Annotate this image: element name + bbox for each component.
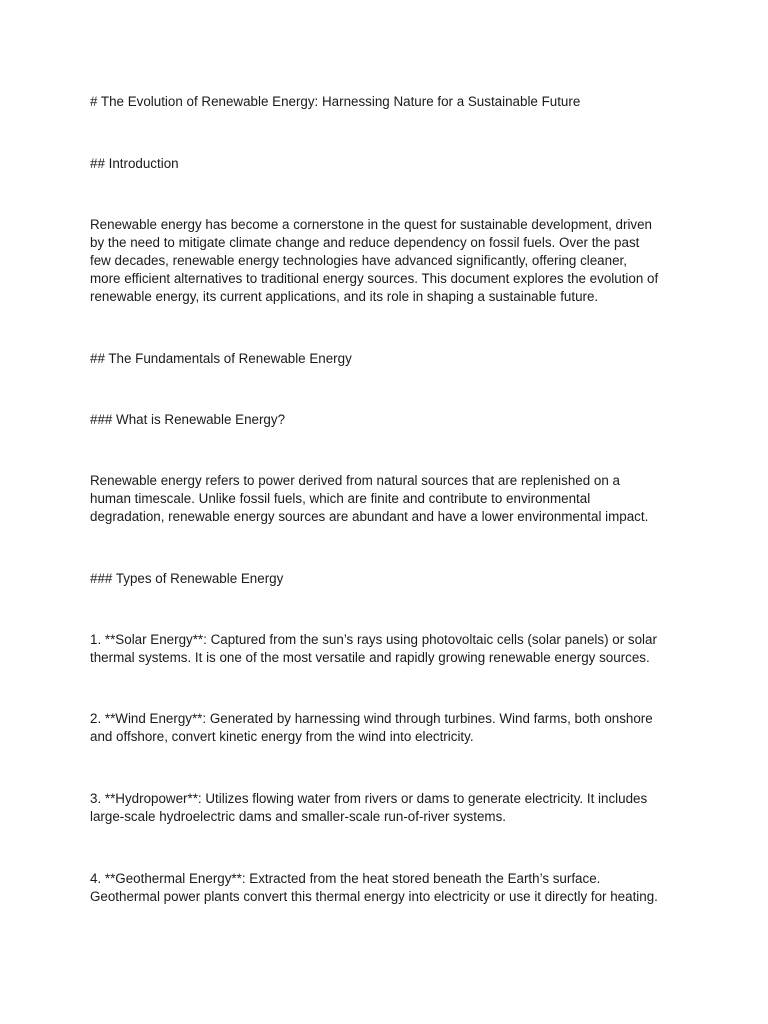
text-line: large-scale hydroelectric dams and smaller-scale run-of-river systems. [90, 809, 506, 824]
text-line: 3. **Hydropower**: Utilizes flowing water from rivers or dams to generate electricity. It includes [90, 791, 648, 806]
text-line: thermal systems. It is one of the most versatile and rapidly growing renewable energy sources. [90, 650, 650, 665]
list-item-geothermal [90, 870, 690, 906]
text-line: renewable energy, its current applications, and its role in shaping a sustainable future. [90, 289, 599, 304]
intro-heading [90, 155, 690, 173]
text-line: # The Evolution of Renewable Energy: Harnessing Nature for a Sustainable Future [90, 94, 581, 109]
what-paragraph [90, 472, 690, 526]
list-item-wind [90, 710, 690, 746]
text-line: 4. **Geothermal Energy**: Extracted from the heat stored beneath the Earth’s surface. [90, 871, 601, 886]
list-item-hydropower [90, 790, 690, 826]
list-item-solar [90, 631, 690, 667]
what-heading [90, 411, 690, 429]
text-line: degradation, renewable energy sources are abundant and have a lower environmental impact. [90, 509, 649, 524]
intro-paragraph [90, 216, 690, 306]
text-line: ### Types of Renewable Energy [90, 571, 284, 586]
text-line: few decades, renewable energy technologies have advanced significantly, offering cleaner, [90, 253, 627, 268]
text-line: 1. **Solar Energy**: Captured from the sun’s rays using photovoltaic cells (solar panels) or solar [90, 632, 657, 647]
text-line: 2. **Wind Energy**: Generated by harnessing wind through turbines. Wind farms, both onshore [90, 711, 653, 726]
types-heading [90, 570, 690, 588]
text-line: ## The Fundamentals of Renewable Energy [90, 351, 352, 366]
text-line: by the need to mitigate climate change and reduce dependency on fossil fuels. Over the past [90, 235, 640, 250]
text-line: more efficient alternatives to traditional energy sources. This document explores the evolution of [90, 271, 659, 286]
document-title [90, 93, 690, 111]
text-line: Geothermal power plants convert this thermal energy into electricity or use it directly for heating. [90, 889, 658, 904]
text-line: and offshore, convert kinetic energy from the wind into electricity. [90, 729, 474, 744]
text-line: human timescale. Unlike fossil fuels, which are finite and contribute to environmental [90, 491, 591, 506]
text-line: ## Introduction [90, 156, 179, 171]
text-line: ### What is Renewable Energy? [90, 412, 286, 427]
fundamentals-heading [90, 350, 690, 368]
text-line: Renewable energy refers to power derived from natural sources that are replenished on a [90, 473, 620, 488]
text-line: Renewable energy has become a cornerstone in the quest for sustainable development, driven [90, 217, 653, 232]
